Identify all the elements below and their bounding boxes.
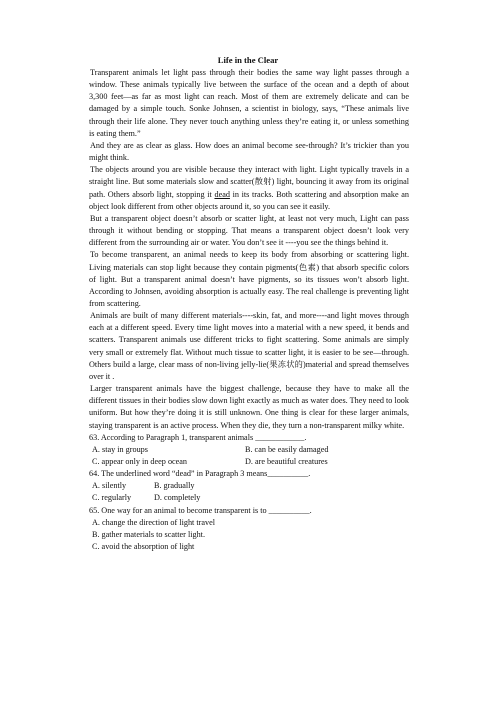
question-64-options-ab bbox=[89, 480, 409, 492]
paragraph-3 bbox=[89, 164, 409, 213]
option-63-c: C. appear only in deep ocean bbox=[92, 457, 188, 466]
paragraph-6: Animals are built of many different materials----skin, fat, and more----and light moves through each at a different speed. Every time light moves into a material with a new speed, it bends and scatters. Transparent animals use different tricks to fight scattering. Some animals are simply very small or extremely flat. Without much tissue to scatter light, it is easier to be see—through. Others build a large, clear mass of non-living jelly-lie(果冻状的)material and spread themselves over it . bbox=[89, 311, 409, 381]
underlined-word-dead: dead bbox=[214, 189, 230, 199]
question-63-blank: ____________. bbox=[255, 432, 307, 442]
question-63-options-cd bbox=[89, 456, 409, 468]
option-63-a: A. stay in groups bbox=[92, 444, 148, 454]
option-63-b: B. can be easily damaged bbox=[245, 444, 329, 454]
paragraph-7: Larger transparent animals have the biggest challenge, because they have to make all the different tissues in their bodies slow down light exactly as much as water does. They need to look uniform. But how they’re doing it is still unknown. One thing is clear for these larger animals, staying transparent is an active process. When they die, they turn a non-transparent milky white. bbox=[89, 384, 409, 430]
option-64-a: A. silently bbox=[92, 481, 127, 491]
question-65-blank: __________. bbox=[268, 505, 312, 515]
option-63-d: D. are beautiful creatures bbox=[245, 457, 328, 466]
question-63-options-ab bbox=[89, 444, 409, 456]
question-65-stem: 65. One way for an animal to become transparent is to bbox=[89, 505, 267, 515]
paragraph-1: Transparent animals let light pass through their bodies the same way light passes through a window. These animals typically live between the surface of the ocean and a depth of about 3,300 feet—as far as most light can reach. Most of them are extremely delicate and can be damaged by a simple touch. Sonke Johnsen, a scientist in biology, says, “These animals live through their life alone. They never touch anything unless they’re eating it, or unless something is eating them.” bbox=[89, 68, 409, 138]
paragraph-3-end: in its tracks. Both scattering and absorption make an object look different from other objects around it, so you can see it easily. bbox=[89, 189, 409, 211]
paragraph-3-start: The objects around you are visible because they interact with light. Light typically travels in a straight line. But some materials slow and scatter(散射) light, bouncing it away from its original path. Others absorb light, stopping it bbox=[89, 165, 409, 199]
paragraph-2: And they are as clear as glass. How does an animal become see-through? It’s trickier than you might think. bbox=[89, 140, 409, 163]
question-64: 64. The underlined word “dead” in Paragraph 3 means__________. bbox=[89, 469, 311, 479]
option-64-c: C. regularly bbox=[92, 493, 132, 503]
page-title: Life in the Clear bbox=[217, 55, 279, 65]
option-65-b: B. gather materials to scatter light. bbox=[92, 529, 205, 539]
option-65-c: C. avoid the absorption of light bbox=[92, 542, 195, 552]
document-body bbox=[89, 67, 409, 553]
question-65 bbox=[89, 505, 409, 517]
paragraph-5: To become transparent, an animal needs to keep its body from absorbing or scattering light. Living materials can stop light because they contain pigments(色素) that absorb specific colors of light. But a transparent animal doesn’t have pigments, so its tissues won’t absorb light. According to Johnsen, avoiding absorption is actually easy. The real challenge is preventing light from scattering. bbox=[89, 250, 409, 308]
option-64-d: D. completely bbox=[154, 493, 201, 503]
option-64-b: B. gradually bbox=[154, 481, 195, 491]
question-63 bbox=[89, 432, 409, 444]
question-64-options-cd bbox=[89, 492, 409, 504]
option-65-a: A. change the direction of light travel bbox=[92, 517, 215, 527]
paragraph-4: But a transparent object doesn’t absorb or scatter light, at least not very much, Light can pass through it without bending or stopping. That means a transparent object doesn’t look very different from the surrounding air or water. You don’t see it ----you see the things behind it. bbox=[89, 213, 409, 248]
question-63-stem: 63. According to Paragraph 1, transparent animals bbox=[89, 432, 254, 442]
